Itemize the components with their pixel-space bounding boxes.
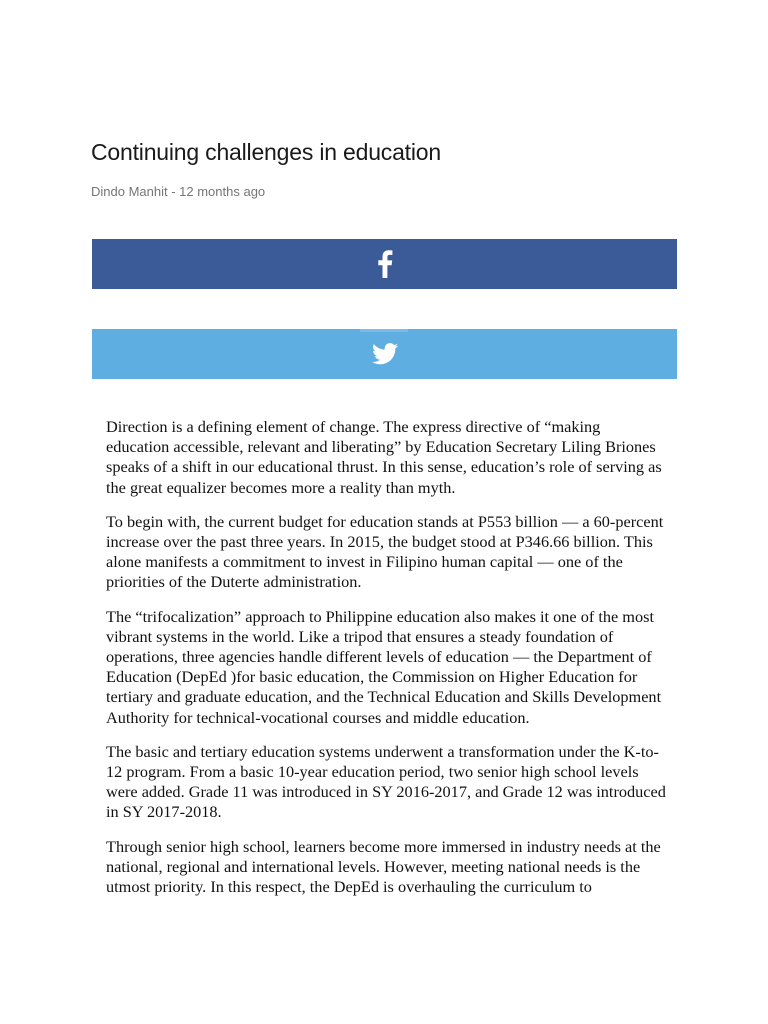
- twitter-share-button[interactable]: [92, 329, 677, 379]
- article-paragraph: The “trifocalization” approach to Philippine education also makes it one of the most vibrant systems in the world. Like a tripod that ensures a steady foundation of operations, three agencies handle different levels of education — the Department of Education (DepEd )for basic education, the Commission on Higher Education for tertiary and graduate education, and the Technical Education and Skills Development Authority for technical-vocational courses and middle education.: [106, 606, 662, 727]
- facebook-icon: [377, 250, 393, 278]
- twitter-icon: [372, 343, 398, 365]
- facebook-share-button[interactable]: [92, 239, 677, 289]
- tab-notch: [360, 329, 408, 332]
- article-paragraph: To begin with, the current budget for education stands at P553 billion — a 60-percent increase over the past three years. In 2015, the budget stood at P346.66 billion. This alone manifests a commitment to invest in Filipino human capital — one of the priorities of the Duterte administration.: [106, 511, 664, 592]
- article-byline: Dindo Manhit - 12 months ago: [91, 184, 266, 199]
- article-paragraph: The basic and tertiary education systems underwent a transformation under the K-to-12 program. From a basic 10-year education period, two senior high school levels were added. Grade 11 was introduced in SY 2016-2017, and Grade 12 was introduced in SY 2017-2018.: [106, 741, 666, 822]
- article-title: Continuing challenges in education: [91, 139, 441, 165]
- article-body: [106, 417, 666, 911]
- article-paragraph: Direction is a defining element of change. The express directive of “making education accessible, relevant and liberating” by Education Secretary Liling Briones speaks of a shift in our educational thrust. In this sense, education’s role of serving as the great equalizer becomes more a reality than myth.: [106, 417, 662, 497]
- article-paragraph: Through senior high school, learners become more immersed in industry needs at the national, regional and international levels. However, meeting national needs is the utmost priority. In this respect, the DepEd is overhauling the curriculum to: [106, 836, 661, 897]
